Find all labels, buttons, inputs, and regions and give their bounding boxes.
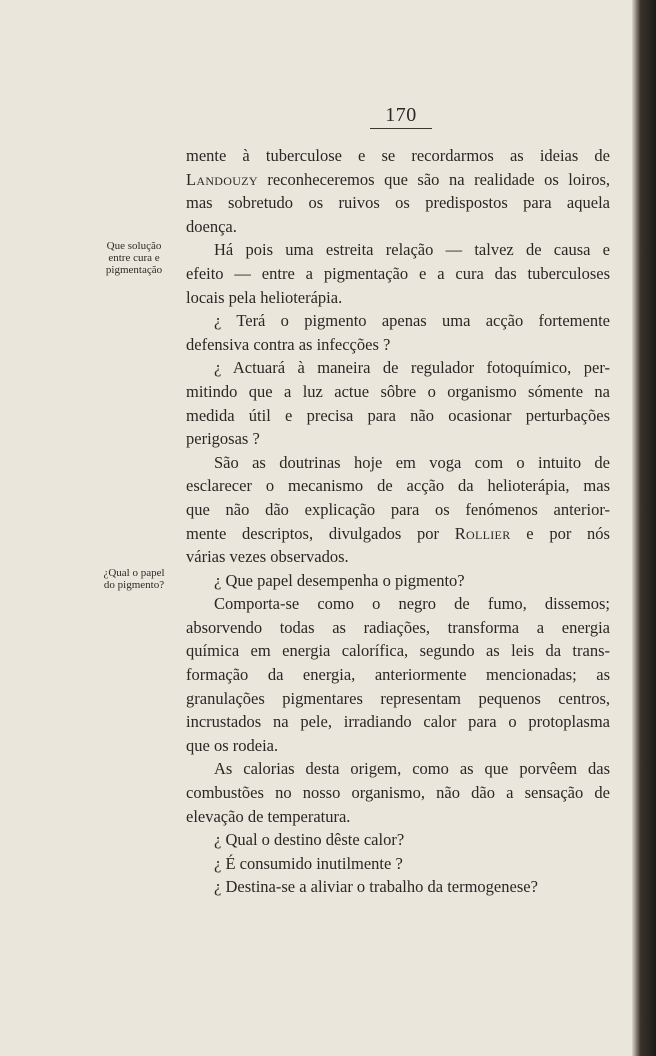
text-run: Comporta-se como o negro de fumo, dissemos; xyxy=(214,594,610,614)
text-line xyxy=(186,687,610,711)
text-line xyxy=(186,286,610,310)
text-run: granulações pigmentares representam pequenos centros, xyxy=(186,688,610,708)
author-name: Landouzy xyxy=(186,169,258,189)
text-line xyxy=(186,616,610,640)
text-line xyxy=(186,333,610,357)
text-run: e por nós xyxy=(510,523,610,543)
text-run: mente à tuberculose e se recordarmos as ideias de xyxy=(186,146,610,165)
body-text xyxy=(186,144,610,899)
text-line xyxy=(186,262,610,286)
text-line xyxy=(186,875,610,899)
text-line xyxy=(186,828,610,852)
text-line xyxy=(186,592,610,616)
text-run: química em energia calorífica, segundo as leis da trans- xyxy=(186,641,610,661)
text-run: mitindo que a luz actue sôbre o organismo sómente na xyxy=(186,381,610,401)
text-run: As calorias desta origem, como as que porvêem das xyxy=(214,759,610,779)
text-run: medida útil e precisa para não ocasionar perturbações xyxy=(186,405,610,425)
margin-note-pigment-role xyxy=(86,567,182,591)
text-line xyxy=(186,710,610,734)
text-run: absorvendo todas as radiações, transforma a energia xyxy=(186,617,610,637)
margin-note-line: do pigmento? xyxy=(103,579,165,591)
text-line xyxy=(186,757,610,781)
text-run: ¿ Qual o destino dêste calor? xyxy=(214,830,405,850)
text-line xyxy=(186,215,610,239)
margin-note-line: pigmentação xyxy=(105,264,163,276)
text-line xyxy=(186,144,610,168)
text-run: que não dão explicação para os fenómenos anterior- xyxy=(186,499,610,519)
text-run: ¿ Terá o pigmento apenas uma acção fortemente xyxy=(214,311,610,331)
text-line xyxy=(186,663,610,687)
text-line xyxy=(186,569,610,593)
text-run: incrustados na pele, irradiando calor para o protoplasma xyxy=(186,712,610,732)
text-line xyxy=(186,781,610,805)
text-line xyxy=(186,474,610,498)
text-run: esclarecer o mecanismo de acção da helioterápia, mas xyxy=(186,476,610,496)
text-line xyxy=(186,168,610,192)
text-line xyxy=(186,191,610,215)
text-line xyxy=(186,498,610,522)
text-run: perigosas ? xyxy=(186,429,260,449)
text-run: ¿ Destina-se a aliviar o trabalho da termogenese? xyxy=(214,877,538,897)
margin-note-line: Que solução xyxy=(106,240,162,252)
book-binding-edge xyxy=(632,0,656,1056)
text-run: várias vezes observados. xyxy=(186,547,349,567)
text-line xyxy=(186,734,610,758)
text-run: combustões no nosso organismo, não dão a sensação de xyxy=(186,783,610,803)
text-run: que os rodeia. xyxy=(186,735,279,755)
text-run: mas sobretudo os ruivos os predispostos para aquela xyxy=(186,193,610,213)
margin-note-line: entre cura e xyxy=(108,252,160,264)
text-run: locais pela helioterápia. xyxy=(186,287,343,307)
text-line xyxy=(186,356,610,380)
text-run: ¿ Que papel desempenha o pigmento? xyxy=(214,570,465,590)
text-run: formação da energia, anteriormente mencionadas; as xyxy=(186,665,610,685)
text-run: mente descriptos, divulgados por xyxy=(186,523,455,543)
page-number: 170 xyxy=(370,104,432,129)
text-run: ¿ Actuará à maneira de regulador fotoquímico, per- xyxy=(214,358,610,378)
text-run: elevação de temperatura. xyxy=(186,806,351,826)
author-name: Rollier xyxy=(454,523,511,543)
text-line xyxy=(186,380,610,404)
text-line xyxy=(186,404,610,428)
text-run: efeito — entre a pigmentação e a cura das tuberculoses xyxy=(186,263,610,283)
text-run: doença. xyxy=(186,216,237,236)
margin-note-pigmentation xyxy=(86,240,182,276)
text-run: defensiva contra as infecções ? xyxy=(186,334,391,354)
text-line xyxy=(186,309,610,333)
margin-note-line: ¿Qual o papel xyxy=(103,567,165,579)
text-line xyxy=(186,545,610,569)
text-run: São as doutrinas hoje em voga com o intuito de xyxy=(214,452,610,472)
text-line xyxy=(186,805,610,829)
text-line xyxy=(186,238,610,262)
text-run: ¿ É consumido inutilmente ? xyxy=(214,853,403,873)
text-line xyxy=(186,639,610,663)
text-line xyxy=(186,427,610,451)
text-line xyxy=(186,852,610,876)
text-line xyxy=(186,451,610,475)
text-run: Há pois uma estreita relação — talvez de causa e xyxy=(214,240,610,260)
text-run: reconheceremos que são na realidade os loiros, xyxy=(257,169,610,189)
text-line xyxy=(186,522,610,546)
